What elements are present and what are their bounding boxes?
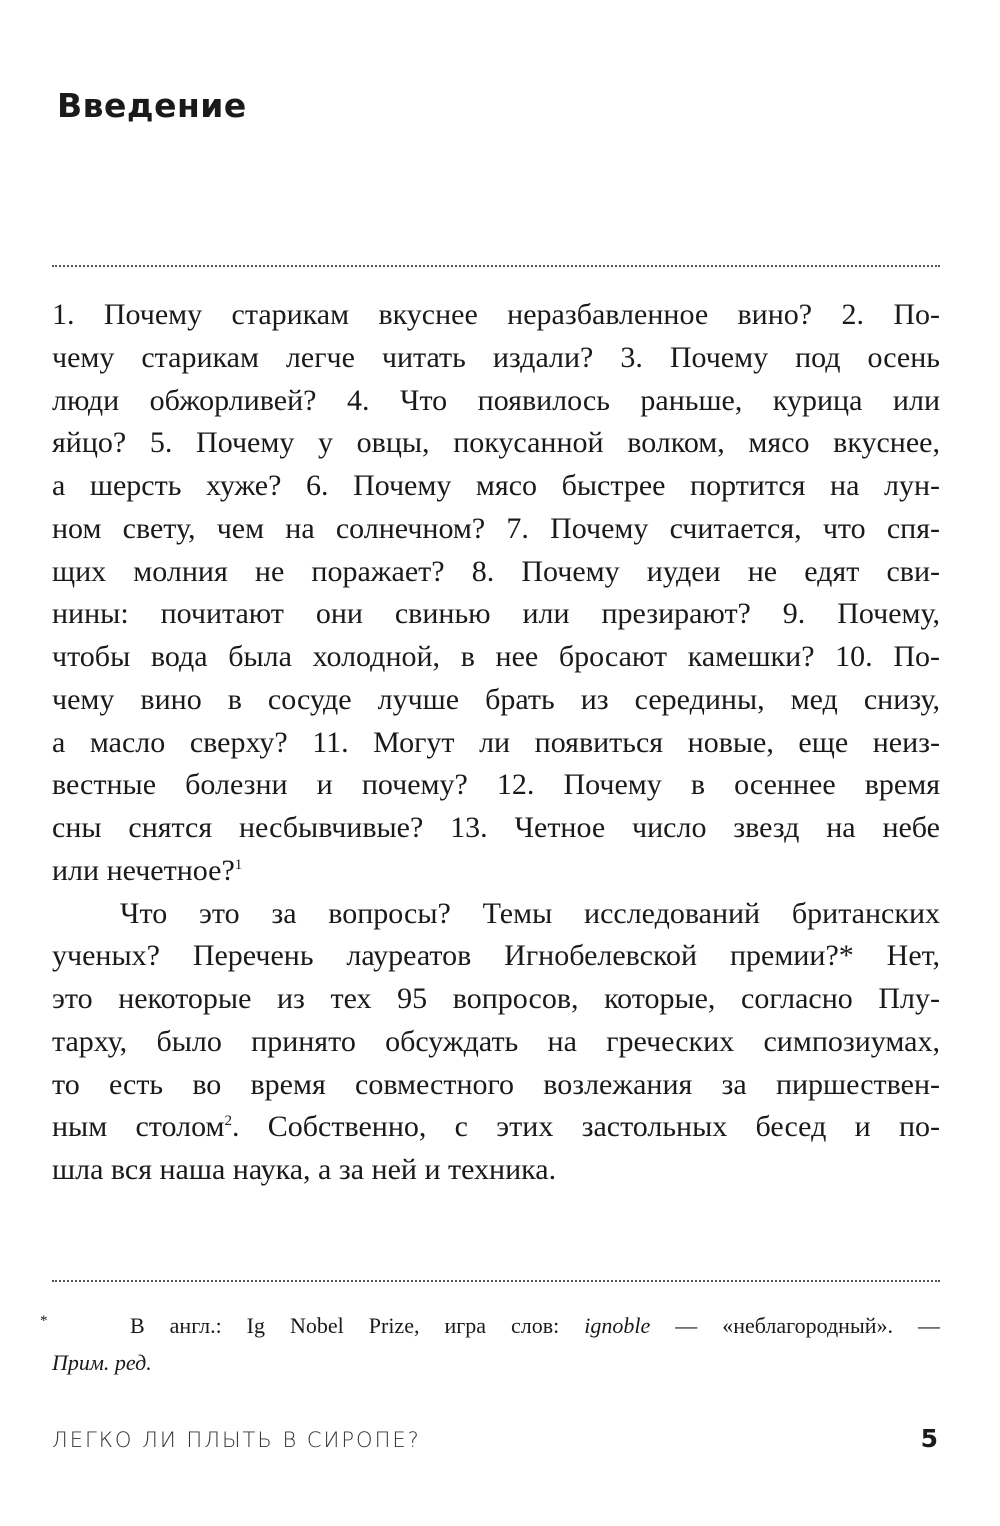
footnote-mark: * xyxy=(40,1313,48,1329)
endnote-reference: 1 xyxy=(234,856,243,873)
text-line-content: шла вся наша наука, а за ней и техника. xyxy=(52,1153,557,1186)
footnote-editor-note: Прим. ред. xyxy=(52,1350,152,1375)
text-line-content: щих молния не поражает? 8. Почему иудеи не едят сви- xyxy=(52,554,940,588)
text-line xyxy=(52,508,940,551)
text-line xyxy=(52,1021,940,1064)
text-line xyxy=(52,935,940,978)
dotted-divider-footnote xyxy=(52,1280,940,1282)
text-line xyxy=(52,679,940,722)
text-line-content: чему вино в сосуде лучше брать из середины, мед снизу, xyxy=(52,682,940,716)
text-line-content: чтобы вода была холодной, в нее бросают камешки? 10. По- xyxy=(52,640,940,673)
text-line-content: нины: почитают они свинью или презирают? 9. Почему, xyxy=(52,597,940,631)
text-line xyxy=(52,337,940,380)
text-line-content: ученых? Перечень лауреатов Игнобелевской премии?* Нет, xyxy=(52,939,940,973)
text-line xyxy=(52,636,940,679)
text-line xyxy=(52,764,940,807)
footnote xyxy=(40,1307,940,1381)
footnote-text: В англ.: Ig Nobel Prize, игра слов: xyxy=(130,1313,585,1338)
footnote-italic-word: ignoble xyxy=(584,1313,651,1338)
running-title: ЛЕГКО ЛИ ПЛЫТЬ В СИРОПЕ? xyxy=(52,1428,421,1452)
text-line-content: а шерсть хуже? 6. Почему мясо быстрее портится на лун- xyxy=(52,469,940,502)
text-line xyxy=(52,893,940,936)
text-line xyxy=(52,465,940,508)
text-line xyxy=(52,807,940,850)
text-line-content: ном свету, чем на солнечном? 7. Почему считается, что спя- xyxy=(52,511,940,545)
text-line-content: Что это за вопросы? Темы исследований британских xyxy=(120,896,940,930)
text-line xyxy=(52,722,940,765)
text-line xyxy=(52,978,940,1021)
text-line xyxy=(52,1149,940,1192)
text-line xyxy=(52,593,940,636)
body-text xyxy=(52,294,940,1192)
text-line-content: люди обжорливей? 4. Что появилось раньше, курица или xyxy=(52,383,940,417)
text-line-content: то есть во время совместного возлежания за пиршествен- xyxy=(52,1067,940,1101)
text-line xyxy=(52,551,940,594)
text-line-content: вестные болезни и почему? 12. Почему в осеннее время xyxy=(52,768,940,802)
text-line xyxy=(52,850,940,893)
text-line-content: ным столом xyxy=(52,1110,225,1144)
text-line-content: сны снятся несбывчивые? 13. Четное число звезд на небе xyxy=(52,811,940,844)
text-line xyxy=(52,380,940,423)
footnote-text-after: — «неблагородный». — xyxy=(650,1313,940,1338)
text-line-content: яйцо? 5. Почему у овцы, покусанной волком, мясо вкуснее, xyxy=(52,426,940,460)
text-line xyxy=(52,1106,940,1149)
text-line-content: тарху, было принято обсуждать на греческих симпозиумах, xyxy=(52,1024,940,1058)
chapter-heading: Введение xyxy=(57,86,247,125)
text-line-content: это некоторые из тех 95 вопросов, которые, согласно Плу- xyxy=(52,982,940,1015)
text-line-content: а масло сверху? 11. Могут ли появиться новые, еще неиз- xyxy=(52,725,940,759)
text-line xyxy=(52,1064,940,1107)
endnote-reference: 2 xyxy=(224,1113,232,1130)
page-number: 5 xyxy=(920,1424,938,1453)
text-line xyxy=(52,422,940,465)
dotted-divider-top xyxy=(52,265,940,267)
text-line-content: чему старикам легче читать издали? 3. Почему под осень xyxy=(52,340,940,374)
text-line xyxy=(52,294,940,337)
text-line-continuation: . Собственно, с этих застольных бесед и по- xyxy=(232,1110,940,1144)
text-line-content: или нечетное? xyxy=(52,853,235,887)
text-line-content: 1. Почему старикам вкуснее неразбавленное вино? 2. По- xyxy=(52,298,940,331)
